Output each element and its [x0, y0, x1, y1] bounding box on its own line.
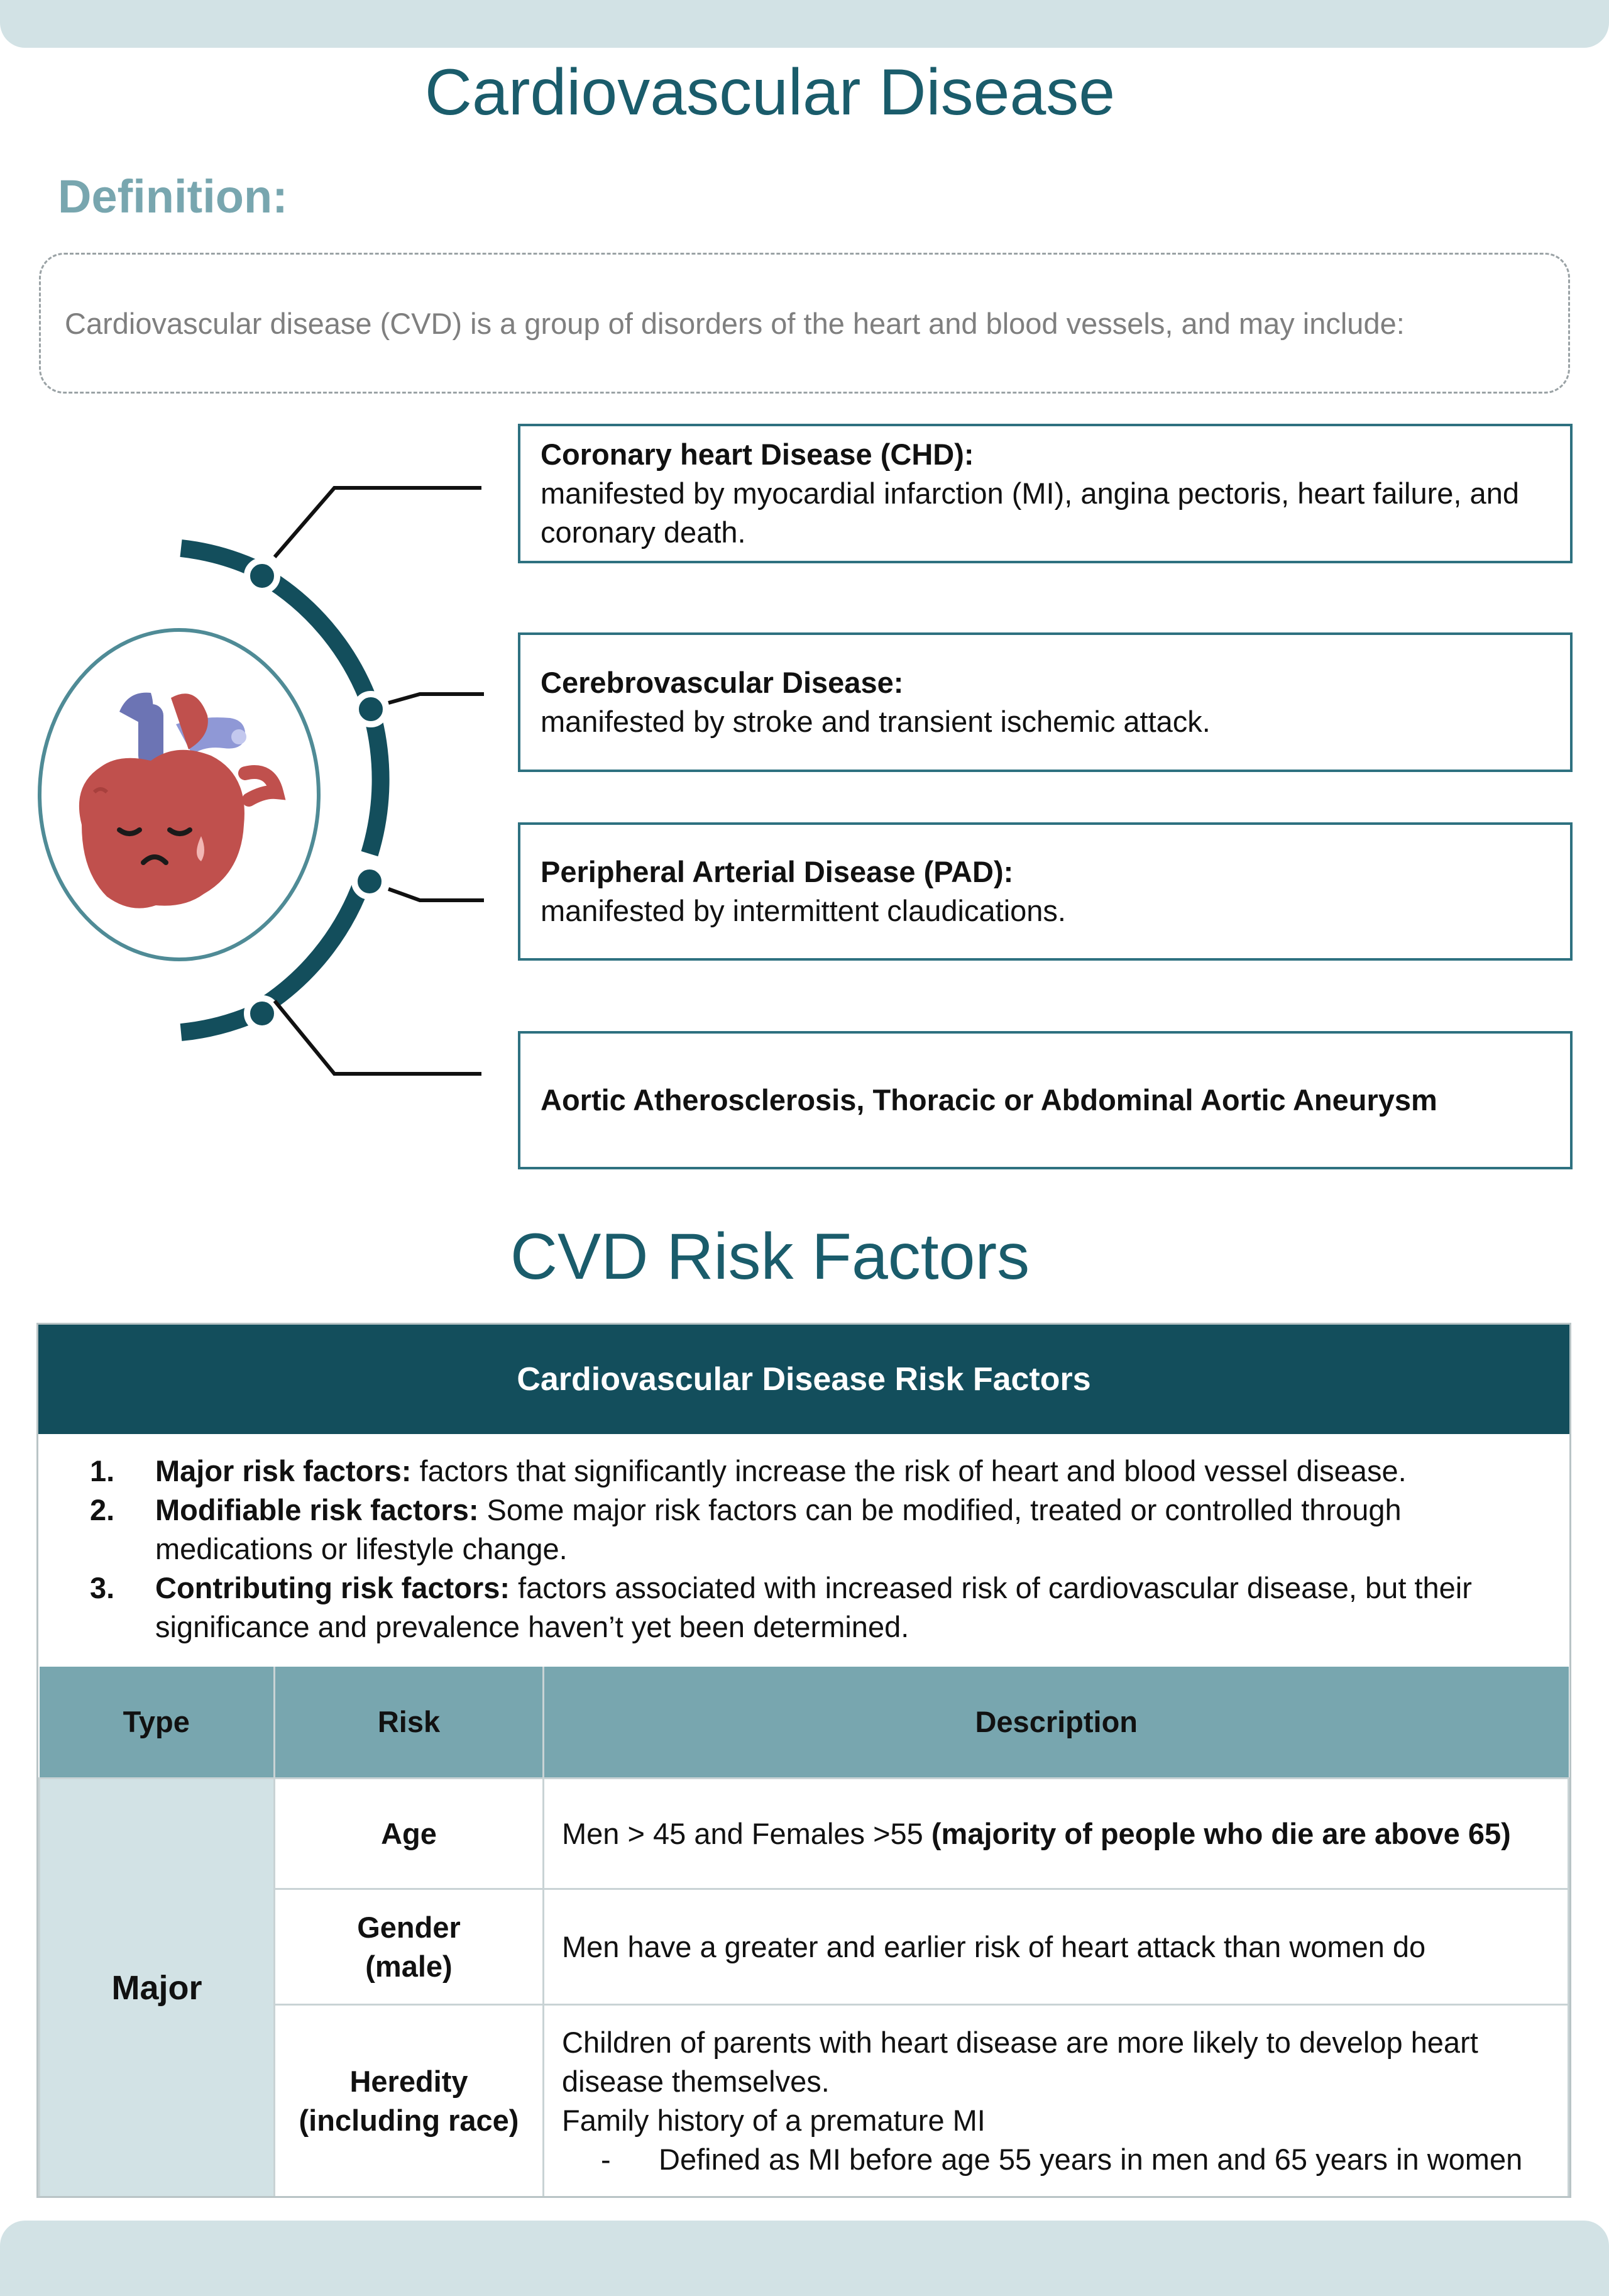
disease-card-pad [518, 822, 1573, 961]
column-header: Description [544, 1667, 1569, 1779]
bottom-band [0, 2221, 1609, 2296]
list-text: factors that significantly increase the risk of heart and blood vessel disease. [411, 1454, 1407, 1487]
connector-line [388, 889, 484, 900]
table-title: Cardiovascular Disease Risk Factors [38, 1325, 1569, 1434]
disease-text: manifested by intermittent claudications. [541, 894, 1066, 927]
arc-node [247, 998, 277, 1029]
risk-table [38, 1667, 1569, 2198]
disease-card-chd [518, 424, 1573, 563]
list-text: Some major risk factors can be modified, treated or controlled through medications or lifestyle change. [155, 1493, 1402, 1565]
disease-text: manifested by stroke and transient ischemic attack. [541, 705, 1211, 738]
disease-card-cerebrovascular [518, 632, 1573, 772]
connector-line [275, 488, 481, 557]
arc-node [356, 694, 386, 724]
description-cell [544, 1779, 1569, 1889]
disease-title: Peripheral Arterial Disease (PAD): [541, 855, 1014, 888]
definition-heading: Definition: [58, 170, 288, 223]
connector-line [275, 1001, 481, 1074]
column-header: Risk [275, 1667, 544, 1779]
disease-title: Coronary heart Disease (CHD): [541, 438, 974, 471]
disease-card-aortic [518, 1031, 1573, 1169]
definition-box [39, 253, 1570, 394]
list-text: factors associated with increased risk of cardiovascular disease, but their significance and prevalence haven’t yet been determined. [155, 1571, 1472, 1643]
heart-diagram [25, 478, 503, 1094]
description-cell [544, 2005, 1569, 2197]
disease-title: Aortic Atherosclerosis, Thoracic or Abdominal Aortic Aneurysm [541, 1083, 1437, 1117]
risk-cell: Age [275, 1779, 544, 1889]
dash-bullet: - [601, 2142, 611, 2176]
description-line: Family history of a premature MI [562, 2103, 986, 2137]
arc-node [354, 866, 385, 897]
description-emphasis: (majority of people who die are above 65) [931, 1816, 1511, 1850]
disease-title: Cerebrovascular Disease: [541, 666, 904, 699]
connector-line [388, 694, 484, 703]
top-band [0, 0, 1609, 48]
list-number: 2. [90, 1493, 115, 1526]
description-subitem [562, 2140, 1550, 2179]
risk-definitions [38, 1434, 1569, 1667]
description-subtext: Defined as MI before age 55 years in men and 65 years in women [659, 2142, 1523, 2176]
risk-factors-table [36, 1323, 1571, 2198]
description-line: Children of parents with heart disease are more likely to develop heart disease themselves. [562, 2025, 1478, 2098]
list-item [38, 1491, 1569, 1569]
risk-section-title: CVD Risk Factors [510, 1220, 1030, 1293]
arc-segment [370, 714, 381, 854]
list-number: 3. [90, 1571, 115, 1604]
list-number: 1. [90, 1454, 115, 1487]
table-header-row [40, 1667, 1569, 1779]
disease-text: manifested by myocardial infarction (MI), angina pectoris, heart failure, and coronary death. [541, 477, 1519, 549]
risk-cell: Gender (male) [275, 1889, 544, 2005]
list-lead: Contributing risk factors: [155, 1571, 510, 1604]
risk-cell: Heredity (including race) [275, 2005, 544, 2197]
description-cell: Men have a greater and earlier risk of heart attack than women do [544, 1889, 1569, 2005]
list-item [38, 1452, 1569, 1491]
list-lead: Modifiable risk factors: [155, 1493, 479, 1526]
list-lead: Major risk factors: [155, 1454, 412, 1487]
type-cell: Major [40, 1779, 275, 2197]
table-row [40, 1779, 1569, 1889]
list-item [38, 1569, 1569, 1647]
column-header: Type [40, 1667, 275, 1779]
arc-node [247, 561, 277, 591]
definition-text: Cardiovascular disease (CVD) is a group of disorders of the heart and blood vessels, and may include: [65, 306, 1405, 340]
description-text: Men > 45 and Females >55 [562, 1816, 931, 1850]
page-title: Cardiovascular Disease [424, 56, 1116, 129]
